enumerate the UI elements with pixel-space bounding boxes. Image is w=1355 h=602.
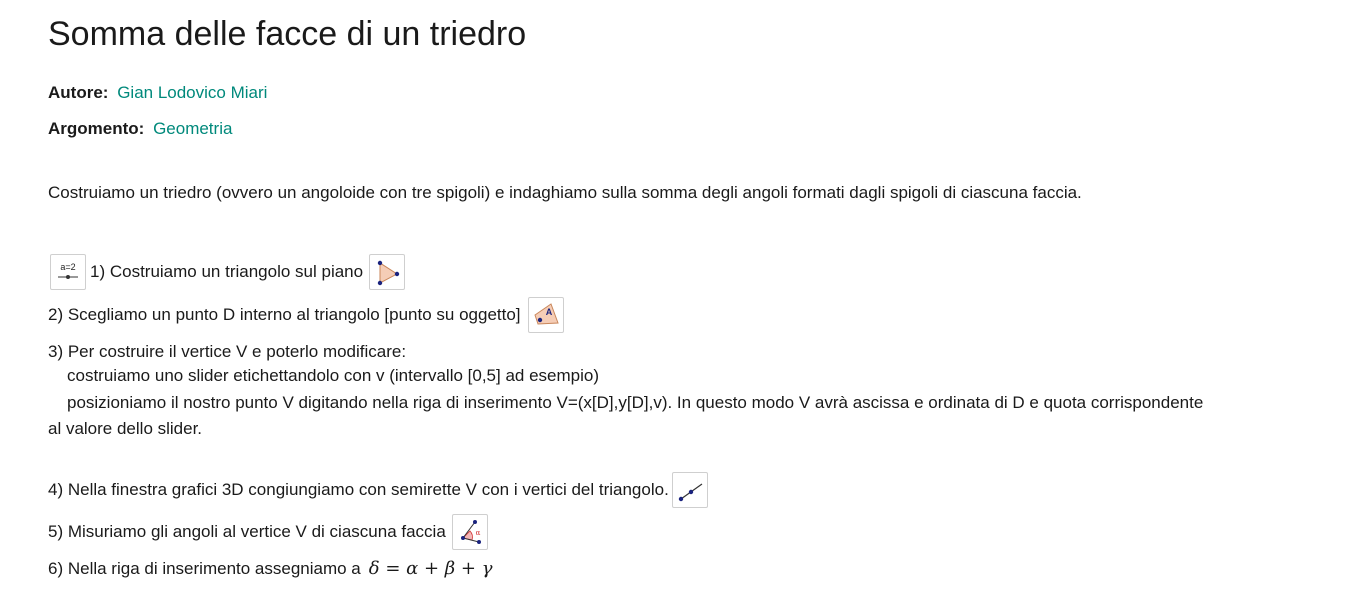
step-4: [48, 479, 1318, 501]
polygon-tool-icon: [369, 254, 405, 290]
author-label: Autore:: [48, 83, 109, 102]
step-3-text: 3) Per costruire il vertice V e poterlo modificare:: [48, 342, 407, 361]
step-2-text: 2) Scegliamo un punto D interno al triangolo [punto su oggetto]: [48, 305, 521, 324]
step-3-continuation-text: al valore dello slider.: [48, 419, 203, 438]
slider-tool-icon: [50, 254, 86, 290]
angle-tool-label: α: [475, 528, 481, 537]
step-4-text: 4) Nella finestra grafici 3D congiungiamo con semirette V con i vertici del triangolo.: [48, 479, 669, 499]
step-3-point-text: posizioniamo il nostro punto V digitando nella riga di inserimento V=(x[D],y[D],v). In questo modo V avrà ascissa e ordinata di D e quota corrispondente: [67, 392, 1204, 412]
intro-text: Costruiamo un triedro (ovvero un angoloide con tre spigoli) e indaghiamo sulla somma degli angoli formati dagli spigoli di ciascuna faccia.: [48, 183, 1082, 202]
step-3: [48, 341, 1318, 363]
step-1: [48, 261, 1318, 283]
author-row: [48, 82, 1318, 104]
topic-row: [48, 118, 1318, 140]
step-3-slider-text: costruiamo uno slider etichettandolo con v (intervallo [0,5] ad esempio): [67, 366, 600, 385]
ray-tool-icon: [672, 472, 708, 508]
step-5: [48, 521, 1318, 543]
topic-link[interactable]: Geometria: [153, 119, 233, 138]
topic-label: Argomento:: [48, 119, 145, 138]
step-5-text: 5) Misuriamo gli angoli al vertice V di ciascuna faccia: [48, 521, 446, 541]
steps-list: [48, 261, 1318, 580]
point-on-object-tool-icon: [528, 297, 564, 333]
step-6: [48, 558, 1318, 580]
step-2: [48, 304, 1318, 326]
page-content: [48, 0, 1318, 580]
step-1-text: 1) Costruiamo un triangolo sul piano: [90, 262, 364, 281]
step-6-text: 6) Nella riga di inserimento assegniamo a: [48, 558, 361, 578]
point-on-object-label: A: [545, 307, 552, 317]
step-3-details: [48, 363, 1318, 443]
slider-tool-label: a=2: [60, 262, 76, 272]
page-title: Somma delle facce di un triedro: [48, 15, 527, 53]
step-6-formula: δ = α + β + γ: [368, 557, 493, 579]
author-link[interactable]: Gian Lodovico Miari: [117, 83, 268, 102]
angle-tool-icon: [452, 514, 488, 550]
